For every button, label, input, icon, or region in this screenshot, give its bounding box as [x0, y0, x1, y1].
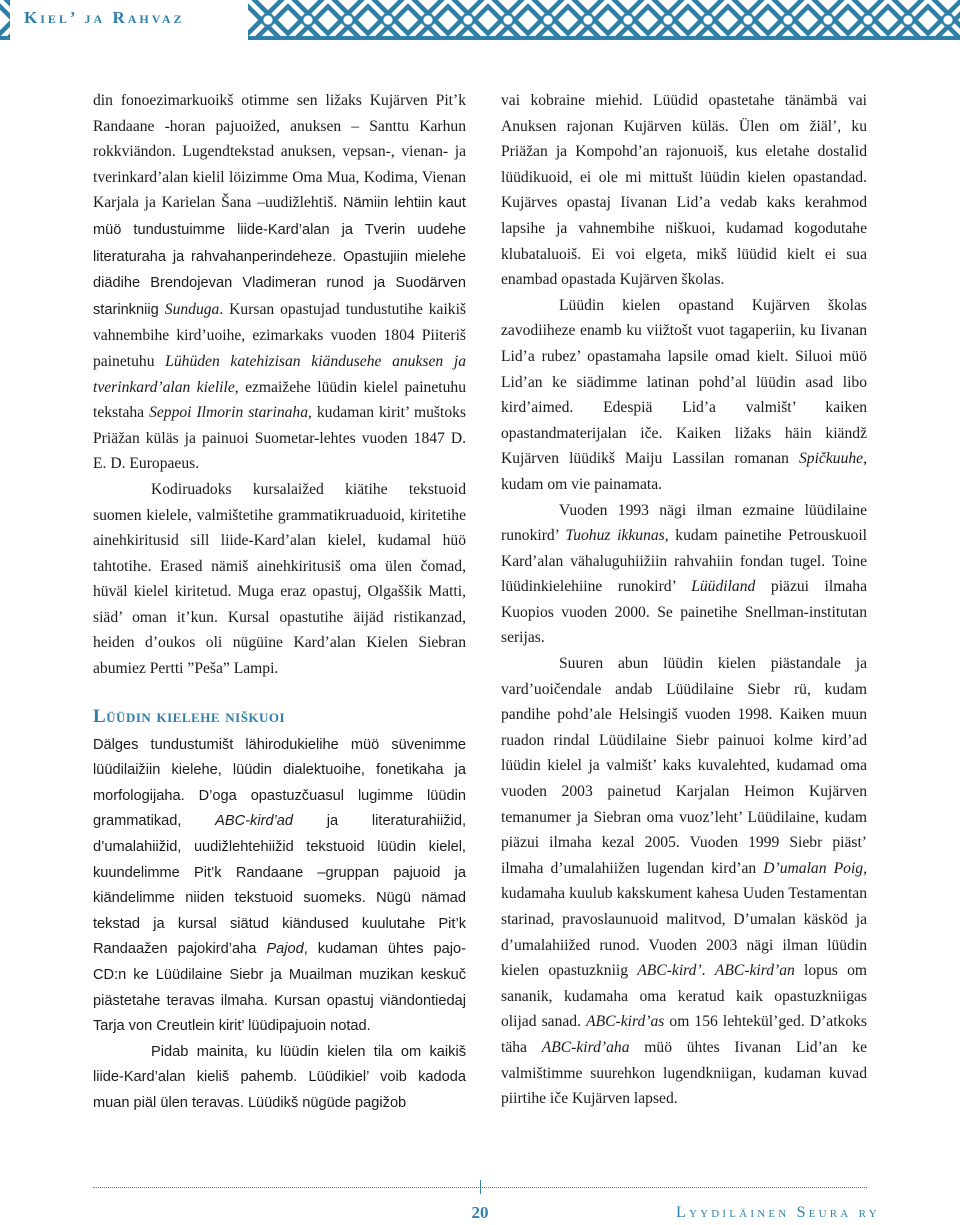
text-run: piäzui ilmaha Kuopios vuoden 2000. Se painetihe Snellman-institutan serijas. — [501, 578, 867, 647]
text-run: ja literaturahiižid, d’umalahiižid, uudižlehtehiižid tekstuoid lüüdin kielel, kuundelimme Pit’k Randaane –gruppan pajuoid ja kiändelimme niiden tekstuoid suomeks. Nügü nämad tekstad ja kursal siätud kiändused kuulutahe Pit’k Randaažen pajokird’aha — [93, 813, 466, 958]
text-run: , ezmaižehe lüüdin kielel painetuhu tekstaha — [93, 378, 466, 422]
text-run: , kudam painetihe Petrouskuoil Kard’alan vähaluguhiižiin rahvahiin fondan tugel. Toine lüüdinkielehiine runokird’ — [501, 527, 868, 596]
footer-publisher: Lyydiläinen Seura ry — [676, 1204, 880, 1221]
italic-title: ABC-kird’an — [714, 962, 795, 980]
italic-title: ABC-kird’as — [586, 1013, 665, 1031]
text-run: Dälges tundustumišt lähirodukielihe müö süvenimme lüüdilaižiin kielehe, lüüdin dialektuoihe, fonetikaha ja morfologijaha. D’oga opastuzčuasul lugimme lüüdin grammatikad, — [93, 736, 466, 830]
footer-divider-tick — [480, 1180, 481, 1194]
italic-title: Seppoi Ilmorin starinaha — [149, 404, 309, 422]
text-run: , kudaman ühtes pajo-CD:n ke Lüüdilaine Siebr ja Muailman muzikan keskuč piästetahe teravas ilmaha. Kursan opastuj viändontiedaj Tarja von Creutlein kirit’ lüüdipajuoin notad. — [93, 941, 467, 1035]
left-paragraph-3 — [93, 733, 466, 1040]
italic-title: Spičkuuhe — [799, 450, 864, 468]
ornament-band-right — [248, 0, 960, 40]
text-run: , kudamaha kuulub kakskument kahesa Uuden Testamentan starinad, pravoslaunuoid malitvod, D’umalan käsköd ja d’umalahiižed runod. Vuoden 2003 nägi ilman lüüdin kielen opastuzkniig — [501, 859, 867, 980]
right-paragraph-3 — [501, 498, 867, 652]
section-heading: Lüüdin kielehe niškuoi — [93, 705, 286, 727]
left-paragraph-1 — [93, 88, 466, 477]
running-title: Kiel’ ja Rahvaz — [24, 8, 185, 27]
text-run: Vuoden 1993 nägi ilman ezmaine lüüdilaine runokird’ — [501, 501, 867, 545]
ornament-band-left — [0, 0, 10, 40]
text-run: om 156 lehtekül’ged. D’atkoks täha — [501, 1013, 867, 1056]
text-run: Nämiin lehtiin kaut müö tundustuimme liide-Kard’alan ja Tverin uudehe literaturaha ja rahvahanperindeheze. Opastujiin mielehe diädihe Brendojevan Vladimeran runod ja Suodärven starinkniig — [93, 195, 466, 318]
right-column — [501, 88, 867, 1112]
italic-title: D’umalan Poig — [763, 859, 864, 877]
right-paragraph-2 — [501, 293, 867, 498]
right-paragraph-1: vai kobraine miehid. Lüüdid opastetahe tänämbä vai Anuksen rajonan Kujärven küläs. Ülen om žiäl’, ku Priäžan ja Kompohd’an rajonuoiš, kus eletahe dostalid lüüdikuoid, ei ole mi mittušt lüüdin kielen opastandad. Kujärves opastaj Iivanan Lid’a vedab kaks kerahmod lapsihe ja vahnembihe niškuoi, kudamad kogodutahe klubataluoiš. Ei voi elgeta, mikš lüüdid kielt ei sua enambad opastada Kujärven školas. — [501, 92, 867, 289]
left-paragraph-4: Pidab mainita, ku lüüdin kielen tila om kaikiš liide-Kard’alan kieliš pahemb. Lüüdikiel’ voib kadoda muan piäl ülen teravas. Lüüdikš nügüde pagižob — [93, 1043, 466, 1111]
text-run: . — [701, 962, 715, 980]
text-run: lopus om sananik, kudamaha oma keratud kaik opastuzkniigas olijad sanad. — [501, 962, 867, 1031]
italic-title: Sunduga — [164, 300, 220, 318]
left-column — [93, 88, 466, 1117]
italic-title: Pajod — [266, 941, 304, 958]
right-paragraph-4 — [501, 651, 867, 1112]
text-run: din fonoezimarkuoikš otimme sen ližaks Kujärven Pit’k Randaane -horan pajuoižed, anuksen – Santtu Karhun rokkviändon. Lugendtekstad anuksen, vepsan-, vienan- ja tverinkard’alan kielil löizimme Oma Mua, Kodima, Vienan Karjala ja Karielan Šana –uudižlehtiš. — [93, 92, 466, 212]
italic-title: ABC-kird’aha — [541, 1038, 630, 1056]
page-number: 20 — [471, 1203, 489, 1222]
text-run: Lüüdin kielen opastand Kujärven školas zavodiiheze enamb ku viižtošt vuot tagaperiin, ku Iivanan Lid’a rubez’ opastamaha lapsile omad kielt. Siluoi müö Lid’an ke siädimme latinan pohd’al lüüdin asad libo kird’aimed. Edespiä Lid’a valmišt’ kaiken opastandmaterijalan iče. Kaiken ližaks häin kiändž Kujärven lüüdikš Maiju Lassilan romanan — [501, 296, 867, 468]
text-run: müö ühtes Iivanan Lid’an ke valmištimme suurehkon lugendkniigan, kudaman kuvad piirtihe iče Kujärven lapsed. — [501, 1038, 867, 1108]
italic-title: ABC-kird’ — [637, 962, 702, 980]
italic-title: Lüüdiland — [691, 578, 756, 596]
text-run: Suuren abun lüüdin kielen piästandale ja vard’uoičendale andab Lüüdilaine Siebr rü, kudam pandihe pohd’ale Helsingiš vuoden 1998. Kaiken muun ruadon rindal Lüüdilaine Siebr painuoi kolme kird’ad lüüdin kielel ja valmišt’ kaks kuvalehted, kudamad oma vuoden 2003 painetud Karjalan Heimon Kujärven temanumer ja Siebran oma vuoz’leht’ Lüüdilaine, kudam piäzui ilmaha kezal 2005. Vuoden 1999 Siebr piäst’ ilmaha d’umalahiižen lugendan kird’an — [501, 655, 867, 877]
text-run: , kudam om vie painamata. — [501, 450, 867, 493]
text-run: . Kursan opastujad tundustutihe kaikiš vahnembihe kird’uoihe, ezimarkaks vuoden 1804 Piiteriš painetuhu — [93, 300, 466, 370]
italic-title: Tuohuz ikkunas — [565, 527, 665, 545]
italic-title: ABC-kird’ad — [215, 813, 294, 830]
text-run: , kudaman kirit’ muštoks Priäžan küläs ja painuoi Suometar-lehtes vuoden 1847 D. E. D. Europaeus. — [93, 404, 466, 473]
left-paragraph-2: Kodiruadoks kursalaižed kiätihe tekstuoid suomen kielele, valmištetihe grammatikruaduoid, kiritetihe ainehkiritusid sill liide-Kard’alan kielel, kudamal hüö tahtotihe. Erased nämiš ainehkiritusiš oma ülen čomad, hüväl kielel kiritetud. Muga eraz opastuj, Olgaššik Matti, siäd’ oman it’kun. Kursal opastutihe äijäd ristikanzad, heiden d’oukos oli nügüine Kard’alan Kielen Siebran abumiez Pertti ”Peša” Lampi. — [93, 480, 466, 678]
italic-title: Lühüden katehizisan kiändusehe anuksen ja tverinkard’alan kielile — [93, 352, 466, 396]
